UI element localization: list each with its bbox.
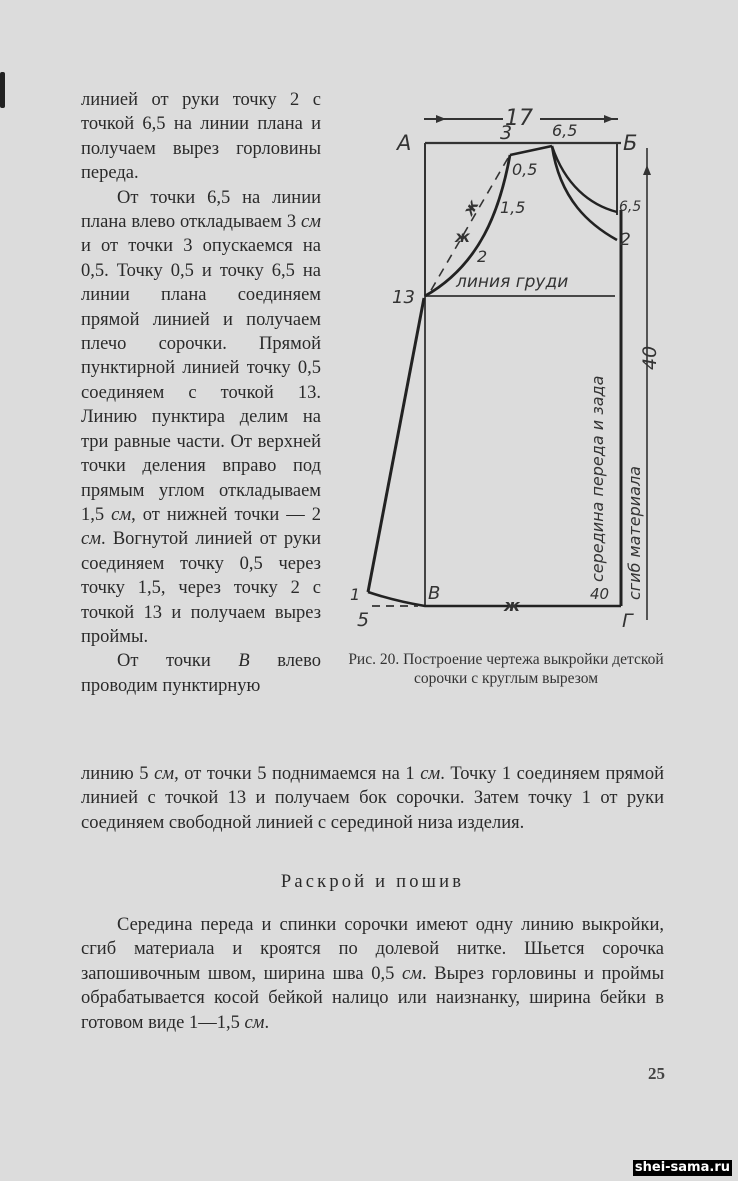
division-mark-lower: ж [455, 228, 470, 246]
text-run: линию 5 [81, 764, 155, 784]
label-6-5-side: 6,5 [619, 199, 642, 215]
label-6-5-top: 6,5 [552, 121, 578, 140]
unit-cm: см [244, 1012, 265, 1033]
length-label: 40 [639, 345, 661, 370]
unit-cm: см [401, 963, 422, 984]
section-paragraph [81, 913, 664, 1035]
text-run: . Вырез горловины и проймы обрабатывается косой бейкой налицо или наизнанку, ширина бейки в готовом виде 1—1,5 [81, 963, 665, 1033]
label-b-top: Б [623, 131, 638, 155]
section-body [81, 913, 664, 1035]
arrow-up-icon [643, 165, 651, 175]
division-mark-upper: ж [459, 196, 483, 219]
page-number: 25 [648, 1064, 665, 1083]
unit-cm: см [420, 764, 441, 784]
label-13: 13 [392, 287, 415, 308]
paragraph-continued [81, 762, 664, 835]
unit-cm: см [300, 212, 321, 233]
full-width-text [81, 762, 664, 835]
label-v: В [428, 583, 441, 604]
width-dimension [424, 106, 618, 131]
bust-line-label: линия груди [456, 272, 569, 292]
text-run: , от нижней точки — 2 [131, 504, 321, 525]
text-run: . Вогнутой линией от руки соединяем точку 0,5 через точку 1,5, через точку 2 с точкой 13 и получаем вырез проймы. [81, 529, 321, 647]
label-g: Г [622, 610, 633, 632]
unit-cm: см [154, 764, 175, 784]
label-1: 1 [350, 585, 361, 604]
text-run: , от точки 5 поднимаемся на 1 [174, 764, 421, 784]
label-2-armhole: 2 [477, 247, 488, 266]
width-label: 17 [505, 106, 533, 131]
shoulder-line [510, 146, 552, 155]
side-seam [368, 298, 424, 592]
watermark: shei-sama.ru [634, 1160, 730, 1175]
text-run: От точки 6,5 на линии плана влево откладываем 3 [81, 187, 321, 233]
label-5: 5 [357, 609, 370, 631]
text-run: Середина переда и спинки сорочки имеют одну линию выкройки, сгиб материала и кроятся по долевой нитке. Шьется сорочка запошивочным швом, ширина шва 0,5 [81, 915, 664, 984]
figure-caption: Рис. 20. Построение чертежа выкройки детской сорочки с круглым вырезом [348, 651, 664, 687]
hem-line [368, 592, 621, 606]
paragraph-1: линией от руки точку 2 с точкой 6,5 на линии плана и получаем вырез горловины переда. [81, 90, 321, 184]
label-3: 3 [500, 122, 513, 144]
unit-cm: см [81, 529, 102, 550]
text-run: . Точку 1 соединяем прямой линией с точкой 13 и получаем бок сорочки. Затем точку 1 от руки соединяем свободной линией с серединой низа изделия. [81, 764, 664, 833]
label-1-5: 1,5 [500, 198, 526, 217]
text-run: и от точки 3 опускаемся на 0,5. Точку 0,5 и точку 6,5 на линии плана соединяем прямой линией и получаем плечо сорочки. Прямой пунктирной линией точку 0,5 соединяем с точкой 13. Линию пунктира делим на три равные части. От верхней точки деления вправо под прямым углом откладываем 1,5 [81, 236, 321, 525]
left-column-text [81, 88, 321, 698]
text-run: влево проводим пунктирную [81, 651, 321, 696]
label-a: А [397, 131, 412, 155]
label-40: 40 [590, 585, 610, 603]
scan-edge-mark [0, 72, 5, 108]
paragraph-2 [81, 186, 321, 650]
paragraph-3 [81, 649, 321, 698]
center-line-label: середина переда и зада [588, 375, 607, 582]
text-run: . [264, 1012, 270, 1033]
point-v-ref: В [238, 651, 250, 672]
unit-cm: см [111, 504, 132, 525]
neckline-front [552, 146, 617, 240]
label-2-side: 2 [620, 230, 631, 250]
pattern-diagram [340, 95, 680, 640]
section-heading: Раскрой и пошив [280, 872, 465, 892]
division-mark-hem: ж [504, 596, 520, 615]
label-0-5: 0,5 [512, 160, 538, 179]
fold-line-label: сгиб материала [625, 466, 644, 600]
text-run: От точки [117, 651, 239, 672]
